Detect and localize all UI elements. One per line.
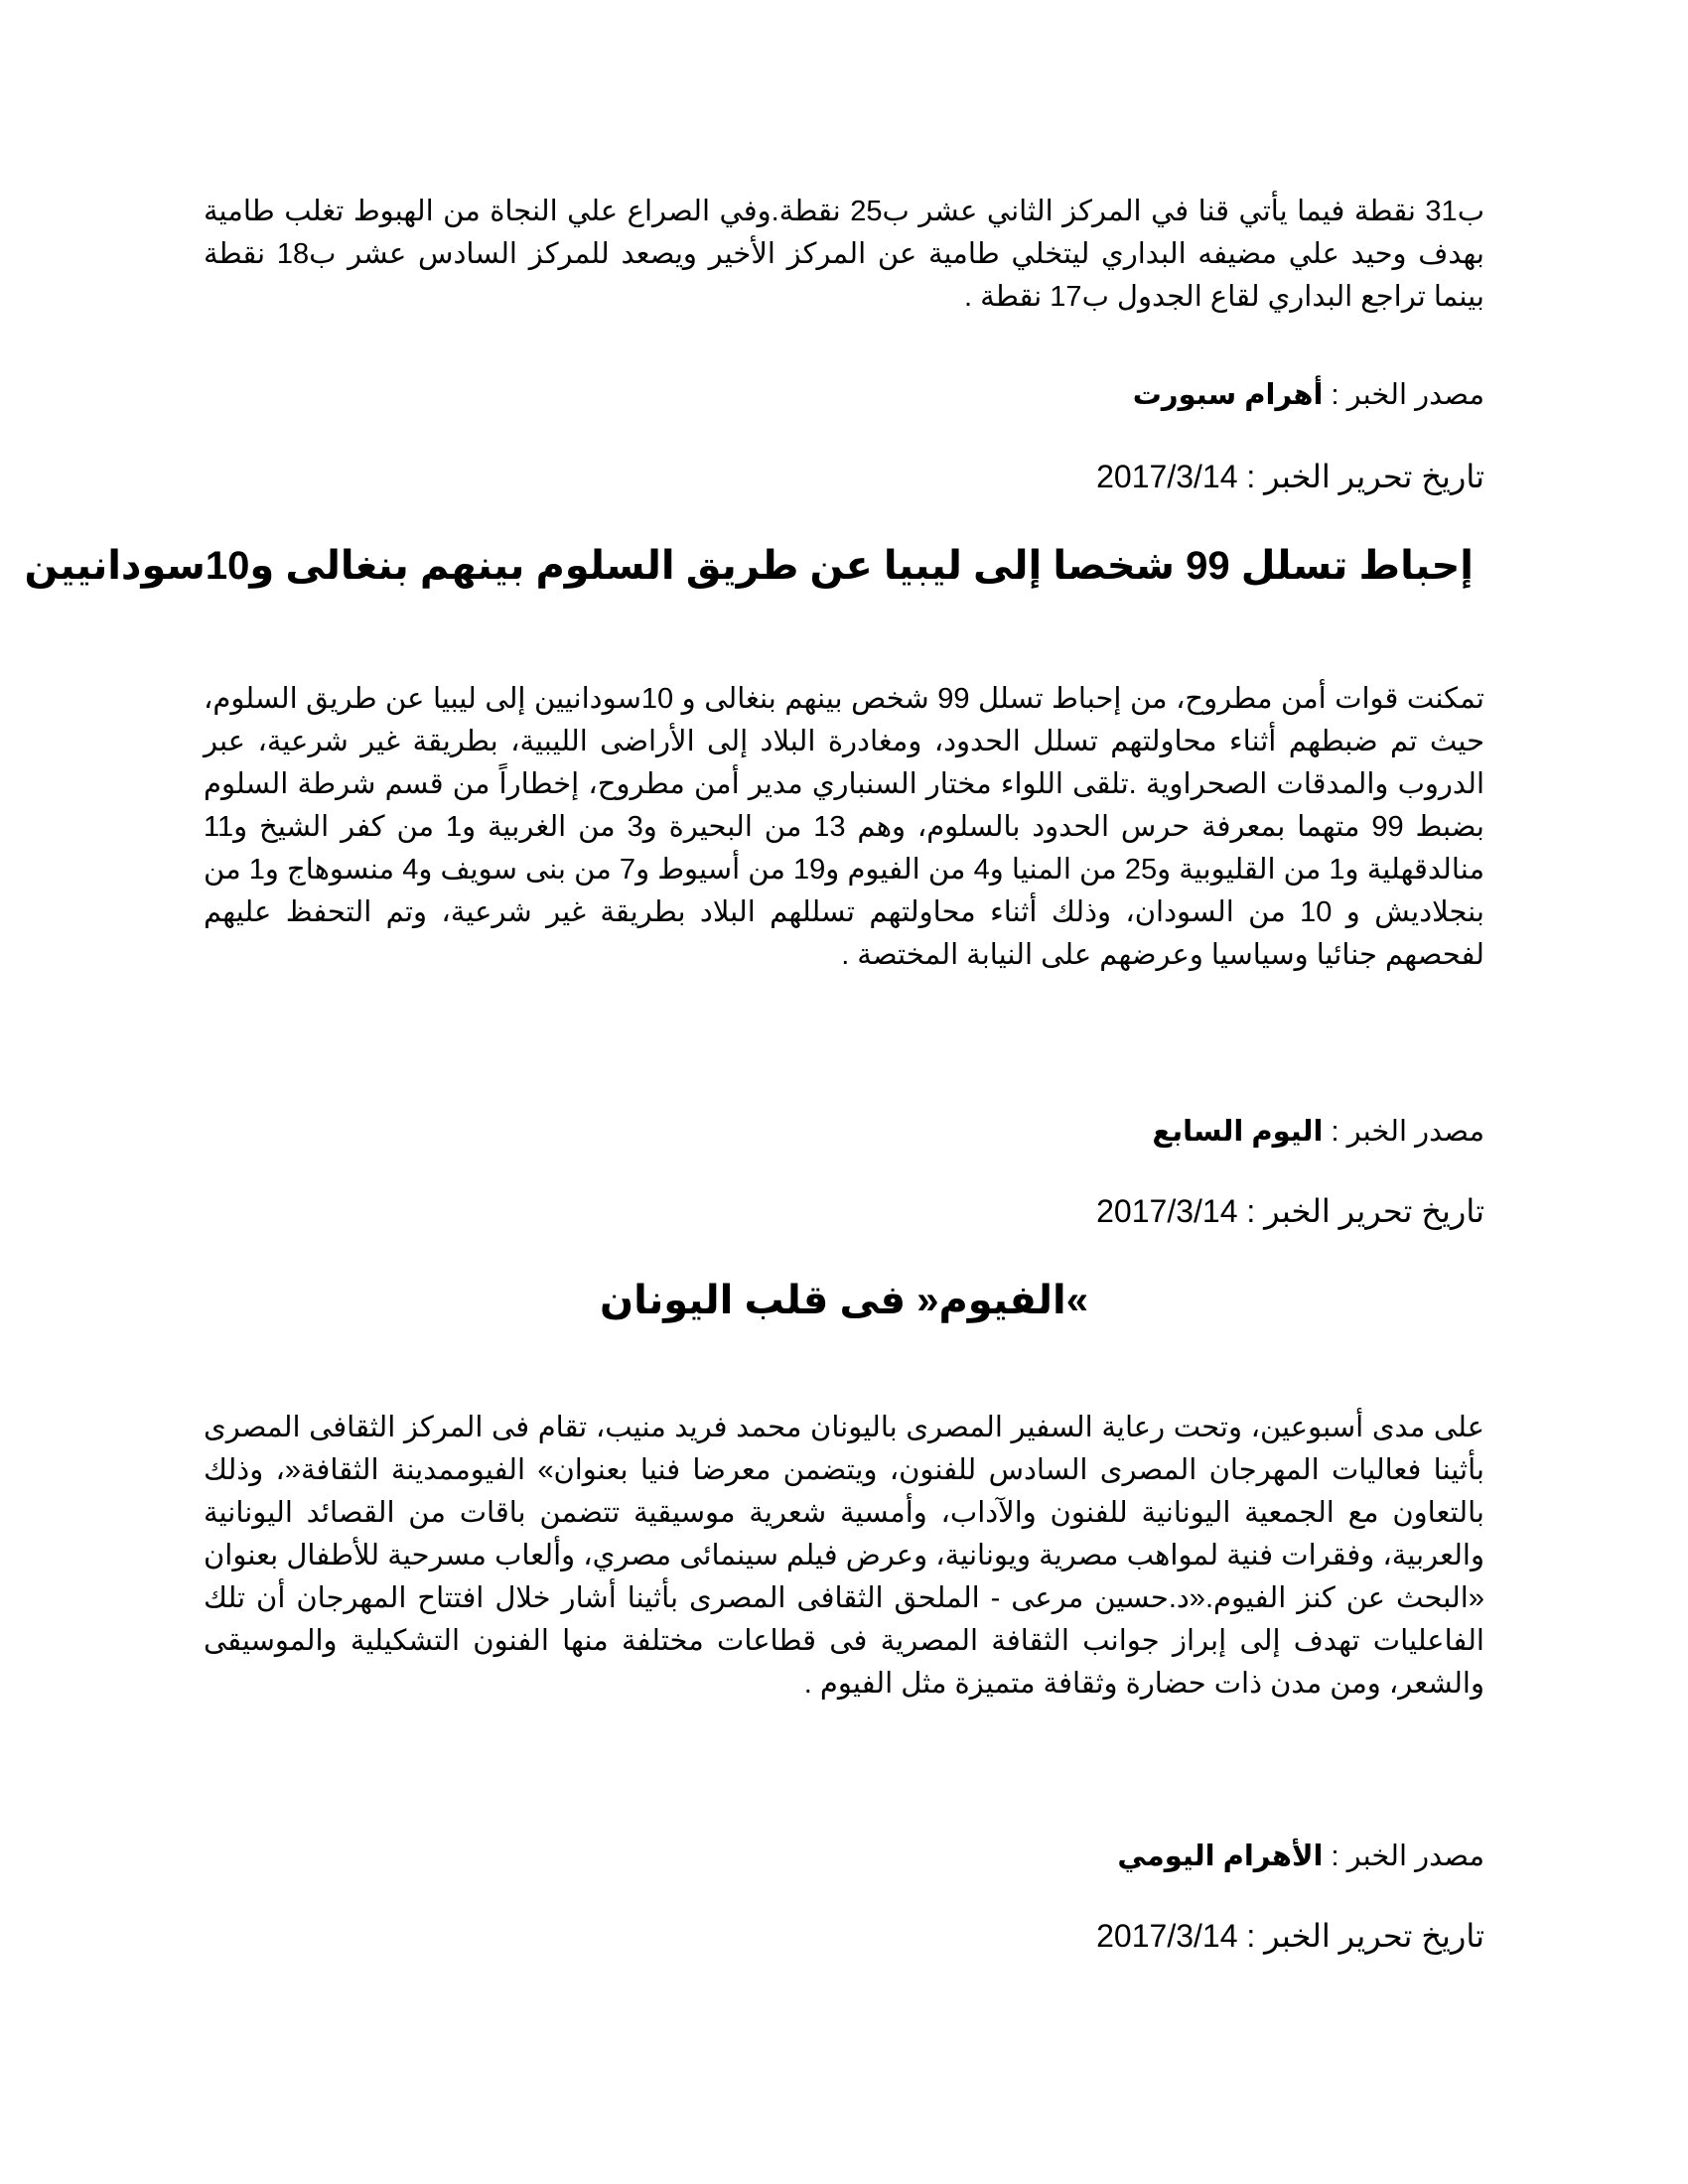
date-label: تاريخ تحرير الخبر : [1246,1918,1484,1954]
source-label: مصدر الخبر : [1331,1116,1484,1148]
source-value: أهرام سبورت [1132,379,1324,411]
date-value: 2017/3/14 [1096,1918,1238,1954]
article-0-source [204,375,1484,415]
article-0-date [204,457,1484,496]
article-2-date [204,1916,1484,1956]
article-1-body: تمكنت قوات أمن مطروح، من إحباط تسلل 99 شخص بينهم بنغالى و 10سودانيين إلى ليبيا عن طريق السلوم، حيث تم ضبطهم أثناء محاولتهم تسلل الحدود، ومغادرة البلاد إلى الأراضى الليبية، بطريقة غير شرعية، عبر الدروب والمدقات الصحراوية .تلقى اللواء مختار السنباري مدير أمن مطروح، إخطاراً من قسم شرطة السلوم بضبط 99 متهما بمعرفة حرس الحدود بالسلوم، وهم 13 من البحيرة و3 من الغربية و1 من كفر الشيخ و11 منالدقهلية و1 من القليوبية و25 من المنيا و4 من الفيوم و19 من أسيوط و7 من بنى سويف و4 منسوهاج و1 من بنجلاديش و 10 من السودان، وذلك أثناء محاولتهم تسللهم البلاد بطريقة غير شرعية، وتم التحفظ عليهم لفحصهم جنائيا وسياسيا وعرضهم على النيابة المختصة . [204,683,1485,971]
article-1-title: إحباط تسلل 99 شخصا إلى ليبيا عن طريق السلوم بينهم بنغالى و10سودانيين [24,544,1474,588]
date-value: 2017/3/14 [1096,1193,1238,1229]
article-2-title: »الفيوم« فى قلب اليونان [600,1279,1088,1322]
article-1-source [204,1112,1484,1152]
date-label: تاريخ تحرير الخبر : [1246,459,1484,494]
date-value: 2017/3/14 [1096,459,1238,494]
source-value: اليوم السابع [1152,1116,1324,1148]
article-2-body: على مدى أسبوعين، وتحت رعاية السفير المصرى باليونان محمد فريد منيب، تقام فى المركز الثقافى المصرى بأثينا فعاليات المهرجان المصرى السادس للفنون، ويتضمن معرضا فنيا بعنوان» الفيوممدينة الثقافة«، وذلك بالتعاون مع الجمعية اليونانية للفنون والآداب، وأمسية شعرية موسيقية تتضمن باقات من القصائد اليونانية والعربية، وفقرات فنية لمواهب مصرية ويونانية، وعرض فيلم سينمائى مصري، وألعاب مسرحية للأطفال بعنوان «البحث عن كنز الفيوم.«د.حسين مرعى - الملحق الثقافى المصرى بأثينا أشار خلال افتتاح المهرجان أن تلك الفاعليات تهدف إلى إبراز جوانب الثقافة المصرية فى قطاعات مختلفة منها الفنون التشكيلية والموسيقى والشعر، ومن مدن ذات حضارة وثقافة متميزة مثل الفيوم . [204,1412,1484,1700]
date-label: تاريخ تحرير الخبر : [1246,1193,1484,1229]
article-1-date [204,1191,1484,1231]
article-2-source [204,1837,1484,1876]
source-label: مصدر الخبر : [1331,379,1484,411]
source-value: الأهرام اليومي [1117,1841,1324,1872]
article-0-body: ب31 نقطة فيما يأتي قنا في المركز الثاني عشر ب25 نقطة.وفي الصراع علي النجاة من الهبوط تغلب طامية بهدف وحيد علي مضيفه البداري ليتخلي طامية عن المركز الأخير ويصعد للمركز السادس عشر ب18 نقطة بينما تراجع البداري لقاع الجدول ب17 نقطة . [204,196,1484,313]
source-label: مصدر الخبر : [1331,1841,1484,1872]
